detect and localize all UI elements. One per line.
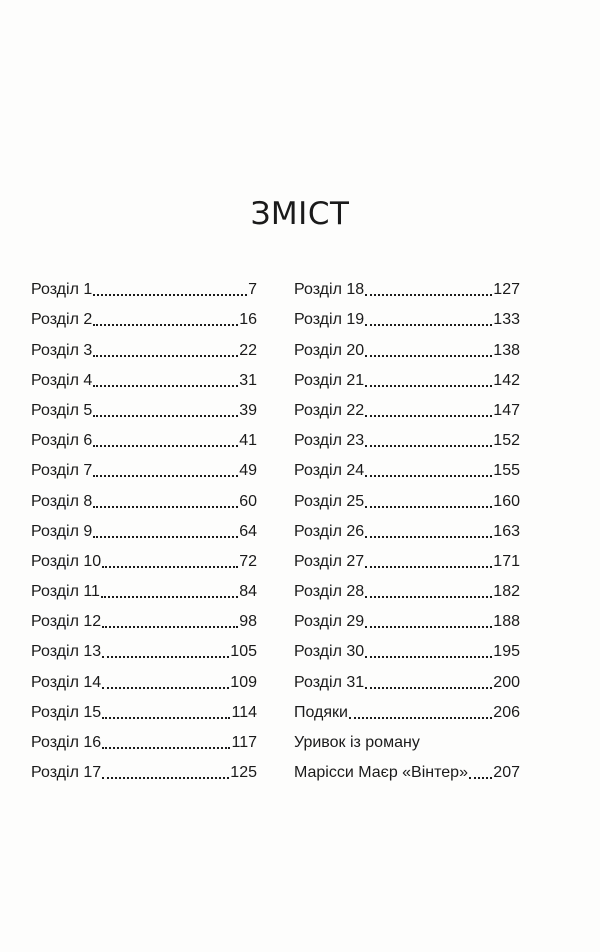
toc-entry[interactable]	[294, 330, 520, 360]
entry-page: 39	[239, 401, 257, 419]
dot-leader	[365, 385, 492, 387]
dot-leader	[365, 536, 492, 538]
dot-leader	[365, 475, 492, 477]
entry-label: Розділ 7	[31, 462, 93, 480]
toc-entry[interactable]	[31, 632, 257, 662]
entry-page: 160	[493, 492, 520, 510]
toc-entry[interactable]	[31, 391, 257, 421]
toc-entry-excerpt[interactable]	[294, 753, 520, 783]
dot-leader	[365, 656, 492, 658]
dot-leader	[93, 355, 238, 357]
toc-entry[interactable]	[294, 270, 520, 300]
toc-entry[interactable]	[31, 361, 257, 391]
toc-entry[interactable]	[31, 270, 257, 300]
toc-entry[interactable]	[31, 723, 257, 753]
entry-page: 147	[493, 401, 520, 419]
entry-label: Розділ 2	[31, 311, 93, 329]
toc-entry[interactable]	[294, 662, 520, 692]
toc-entry[interactable]	[294, 542, 520, 572]
entry-page: 109	[230, 673, 257, 691]
entry-page: 155	[493, 462, 520, 480]
dot-leader	[93, 294, 247, 296]
toc-entry[interactable]	[31, 542, 257, 572]
entry-page: 133	[493, 311, 520, 329]
dot-leader	[102, 747, 230, 749]
toc-right-column	[294, 270, 520, 783]
entry-page: 114	[231, 703, 257, 721]
entry-page: 16	[239, 311, 257, 329]
page-title: ЗМІСТ	[250, 196, 350, 232]
dot-leader	[102, 777, 229, 779]
dot-leader	[365, 626, 492, 628]
toc-left-column	[31, 270, 257, 783]
dot-leader	[102, 626, 238, 628]
toc-entry[interactable]	[31, 421, 257, 451]
entry-page: 105	[230, 643, 257, 661]
entry-page: 207	[493, 764, 520, 782]
toc-entry[interactable]	[294, 391, 520, 421]
entry-label: Марісси Маєр «Вінтер»	[294, 764, 468, 782]
dot-leader	[365, 596, 492, 598]
entry-label: Розділ 27	[294, 552, 365, 570]
toc-entry[interactable]	[31, 602, 257, 632]
dot-leader	[365, 566, 492, 568]
dot-leader	[93, 506, 238, 508]
entry-label: Розділ 23	[294, 432, 365, 450]
entry-label: Розділ 8	[31, 492, 93, 510]
entry-label: Розділ 12	[31, 613, 102, 631]
entry-label: Розділ 24	[294, 462, 365, 480]
entry-label: Подяки	[294, 703, 348, 721]
entry-page: 200	[493, 673, 520, 691]
dot-leader	[93, 385, 238, 387]
toc-entry[interactable]	[31, 512, 257, 542]
dot-leader	[349, 717, 492, 719]
entry-page: 41	[239, 432, 257, 450]
entry-page: 206	[493, 703, 520, 721]
entry-label: Розділ 18	[294, 281, 365, 299]
toc-entry[interactable]	[31, 753, 257, 783]
entry-label: Розділ 4	[31, 371, 93, 389]
entry-label: Розділ 21	[294, 371, 365, 389]
entry-page: 117	[231, 734, 257, 751]
dot-leader	[365, 294, 492, 296]
entry-label: Розділ 25	[294, 492, 365, 510]
toc-entry[interactable]	[294, 300, 520, 330]
entry-page: 22	[239, 341, 257, 359]
entry-label: Розділ 5	[31, 401, 93, 419]
entry-label: Розділ 26	[294, 522, 365, 540]
entry-label: Розділ 19	[294, 311, 365, 329]
dot-leader	[102, 687, 229, 689]
entry-label: Розділ 20	[294, 341, 365, 359]
toc-entry[interactable]	[31, 330, 257, 360]
entry-page: 188	[493, 613, 520, 631]
toc-entry[interactable]	[294, 421, 520, 451]
entry-label: Розділ 11	[31, 583, 100, 601]
toc-entry[interactable]	[31, 481, 257, 511]
entry-page: 138	[493, 341, 520, 359]
entry-page: 31	[239, 371, 257, 389]
toc-entry[interactable]	[294, 481, 520, 511]
entry-label: Розділ 9	[31, 522, 93, 540]
dot-leader	[93, 536, 238, 538]
dot-leader	[365, 415, 492, 417]
dot-leader	[93, 324, 238, 326]
toc-entry[interactable]	[31, 572, 257, 602]
entry-page: 182	[493, 583, 520, 601]
entry-label: Розділ 3	[31, 341, 93, 359]
toc-entry[interactable]	[31, 300, 257, 330]
toc-entry[interactable]	[294, 693, 520, 723]
entry-page: 60	[239, 492, 257, 510]
entry-label: Розділ 1	[31, 281, 93, 299]
entry-page: 125	[230, 764, 257, 782]
toc-entry[interactable]	[294, 632, 520, 662]
excerpt-line-1[interactable]: Уривок із роману	[294, 734, 420, 751]
entry-page: 127	[493, 281, 520, 299]
toc-entry[interactable]	[294, 512, 520, 542]
toc-entry[interactable]	[31, 662, 257, 692]
dot-leader	[365, 687, 492, 689]
entry-page: 152	[493, 432, 520, 450]
entry-label: Розділ 28	[294, 583, 365, 601]
dot-leader	[93, 415, 238, 417]
entry-page: 98	[239, 613, 257, 631]
entry-label: Розділ 10	[31, 552, 102, 570]
entry-label: Розділ 22	[294, 401, 365, 419]
toc-entry[interactable]	[294, 361, 520, 391]
entry-label: Розділ 29	[294, 613, 365, 631]
entry-page: 72	[239, 552, 257, 570]
dot-leader	[93, 445, 238, 447]
entry-label: Розділ 6	[31, 432, 93, 450]
toc-entry[interactable]	[31, 693, 257, 723]
dot-leader	[365, 324, 492, 326]
entry-page: 64	[239, 522, 257, 540]
dot-leader	[101, 596, 238, 598]
entry-page: 163	[493, 522, 520, 540]
entry-label: Розділ 30	[294, 643, 365, 661]
dot-leader	[469, 777, 492, 779]
entry-label: Розділ 17	[31, 764, 102, 782]
entry-page: 84	[239, 583, 257, 601]
dot-leader	[102, 566, 238, 568]
dot-leader	[102, 717, 230, 719]
toc-entry[interactable]	[294, 451, 520, 481]
entry-label: Розділ 15	[31, 703, 102, 721]
entry-label: Розділ 13	[31, 643, 102, 661]
entry-label: Розділ 16	[31, 734, 102, 751]
entry-label: Розділ 31	[294, 673, 365, 691]
entry-page: 7	[248, 281, 257, 299]
toc-entry[interactable]	[31, 451, 257, 481]
entry-page: 49	[239, 462, 257, 480]
dot-leader	[93, 475, 238, 477]
entry-page: 195	[493, 643, 520, 661]
dot-leader	[365, 355, 492, 357]
entry-page: 171	[493, 552, 520, 570]
dot-leader	[365, 506, 492, 508]
entry-label: Розділ 14	[31, 673, 102, 691]
dot-leader	[365, 445, 492, 447]
entry-page: 142	[493, 371, 520, 389]
dot-leader	[102, 656, 229, 658]
toc-entry[interactable]	[294, 602, 520, 632]
toc-entry[interactable]	[294, 572, 520, 602]
